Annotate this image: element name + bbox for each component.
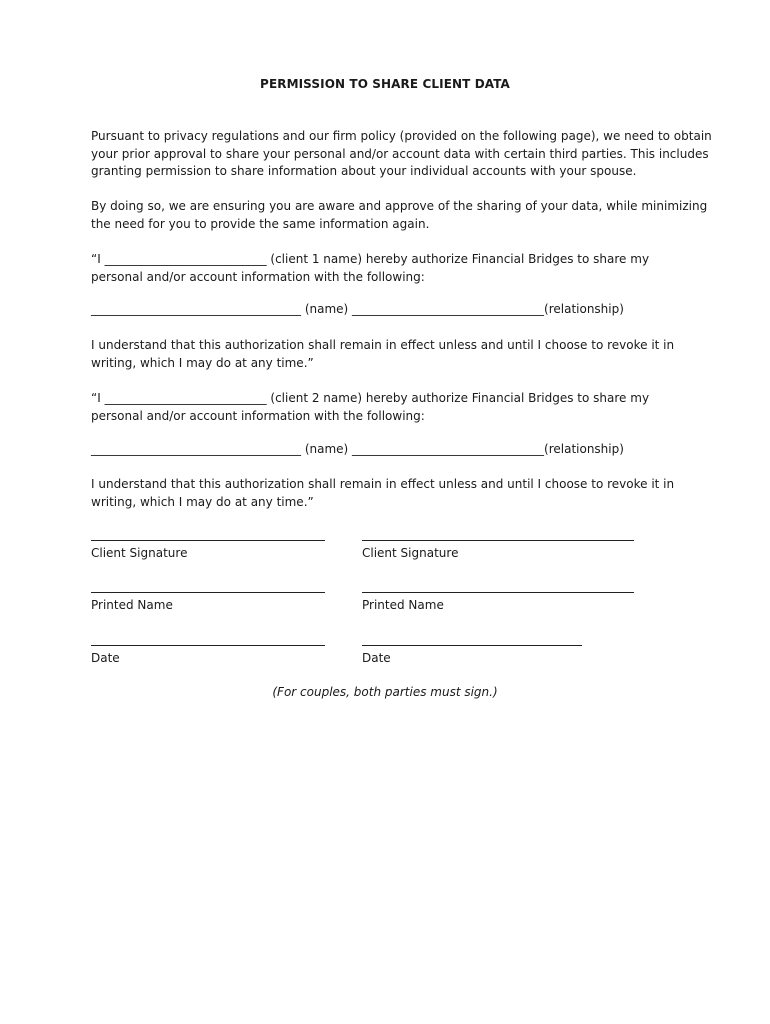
client2-recipient-line[interactable]: ___________________________________ (name) ________________________________(relationship) xyxy=(91,442,624,456)
left-date-field[interactable] xyxy=(91,645,325,646)
document-title: PERMISSION TO SHARE CLIENT DATA xyxy=(260,77,510,91)
right-printed-name-field[interactable] xyxy=(362,592,634,593)
intro-line: Pursuant to privacy regulations and our firm policy (provided on the following page), we need to obtain xyxy=(91,129,712,143)
assurance-line: By doing so, we are ensuring you are aware and approve of the sharing of your data, while minimizing xyxy=(91,199,708,213)
assurance-line: the need for you to provide the same information again. xyxy=(91,216,430,231)
client1-revocation-line: I understand that this authorization shall remain in effect unless and until I choose to revoke it in xyxy=(91,338,675,352)
intro-line: granting permission to share information about your individual accounts with your spouse. xyxy=(91,164,637,178)
left-date-label: Date xyxy=(91,651,120,665)
client1-revocation-line: writing, which I may do at any time.” xyxy=(91,355,314,370)
right-date-field[interactable] xyxy=(362,645,582,646)
right-signature-label: Client Signature xyxy=(362,546,459,560)
client2-revocation-line: writing, which I may do at any time.” xyxy=(91,494,314,509)
client2-revocation-line: I understand that this authorization shall remain in effect unless and until I choose to revoke it in xyxy=(91,477,675,491)
assurance-paragraph xyxy=(91,198,708,233)
client1-recipient-line[interactable]: ___________________________________ (name) ________________________________(relationship) xyxy=(91,302,624,316)
right-printed-name-label: Printed Name xyxy=(362,598,444,612)
right-signature-field[interactable] xyxy=(362,540,634,541)
intro-paragraph xyxy=(91,128,712,181)
left-printed-name-field[interactable] xyxy=(91,592,325,593)
client1-authorization-line: “I ___________________________ (client 1 name) hereby authorize Financial Bridges to share my xyxy=(91,252,650,266)
couples-footnote: (For couples, both parties must sign.) xyxy=(272,685,498,699)
client1-revocation xyxy=(91,337,691,372)
intro-line: your prior approval to share your personal and/or account data with certain third parties. This includes xyxy=(91,146,709,161)
client1-authorization-line: personal and/or account information with the following: xyxy=(91,269,425,284)
client2-authorization xyxy=(91,390,691,425)
right-date-label: Date xyxy=(362,651,391,665)
left-signature-field[interactable] xyxy=(91,540,325,541)
client2-revocation xyxy=(91,476,691,511)
client1-authorization xyxy=(91,251,691,286)
left-printed-name-label: Printed Name xyxy=(91,598,173,612)
client2-authorization-line: personal and/or account information with the following: xyxy=(91,408,425,423)
left-signature-label: Client Signature xyxy=(91,546,188,560)
client2-authorization-line: “I ___________________________ (client 2 name) hereby authorize Financial Bridges to share my xyxy=(91,391,650,405)
